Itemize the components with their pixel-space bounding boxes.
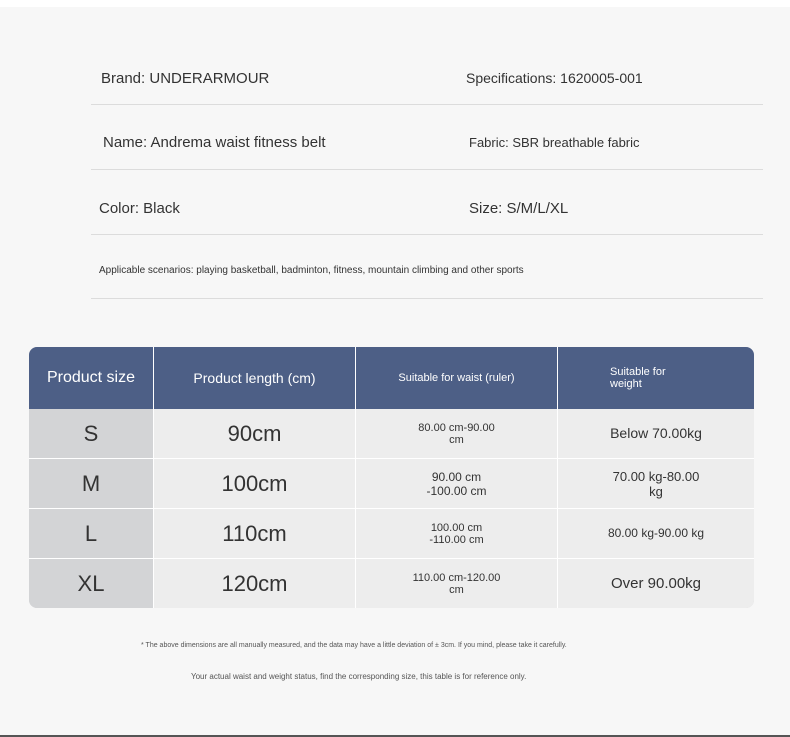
brand-text: Brand: UNDERARMOUR: [101, 70, 270, 87]
spec-row-color: [91, 169, 763, 235]
column-divider: [557, 347, 558, 608]
waist-cell: 100.00 cm -110.00 cm: [356, 509, 557, 558]
table-row: [29, 459, 754, 508]
header-suitable-waist: Suitable for waist (ruler): [398, 372, 515, 384]
length-cell: 120cm: [154, 559, 355, 608]
weight-cell: Over 90.00kg: [558, 559, 754, 608]
specifications-text: Specifications: 1620005-001: [466, 70, 643, 86]
scenarios-text: Applicable scenarios: playing basketball, badminton, fitness, mountain climbing and other sports: [99, 265, 524, 276]
color-text: Color: Black: [99, 200, 180, 217]
header-suitable-weight: Suitable for weight: [610, 366, 666, 390]
weight-cell: 80.00 kg-90.00 kg: [558, 509, 754, 558]
waist-cell: 110.00 cm-120.00 cm: [356, 559, 557, 608]
reference-note: Your actual waist and weight status, find the corresponding size, this table is for reference only.: [191, 672, 527, 681]
size-cell: S: [29, 409, 153, 458]
table-row: [29, 559, 754, 608]
column-divider: [355, 347, 356, 608]
waist-cell: 90.00 cm -100.00 cm: [356, 459, 557, 508]
waist-cell: 80.00 cm-90.00 cm: [356, 409, 557, 458]
table-row: [29, 509, 754, 558]
length-cell: 100cm: [154, 459, 355, 508]
size-cell: L: [29, 509, 153, 558]
header-product-size: Product size: [46, 369, 136, 386]
size-text: Size: S/M/L/XL: [469, 200, 569, 217]
size-cell: XL: [29, 559, 153, 608]
measurement-disclaimer: * The above dimensions are all manually measured, and the data may have a little deviation of ± 3cm. If you mind, please take it carefully.: [141, 642, 567, 649]
length-cell: 90cm: [154, 409, 355, 458]
weight-cell: 70.00 kg-80.00 kg: [558, 459, 754, 508]
table-row: [29, 409, 754, 458]
length-cell: 110cm: [154, 509, 355, 558]
product-name-text: Name: Andrema waist fitness belt: [103, 134, 326, 151]
column-divider: [153, 347, 154, 608]
fabric-text: Fabric: SBR breathable fabric: [469, 135, 640, 150]
size-cell: M: [29, 459, 153, 508]
size-table: [29, 347, 754, 608]
weight-cell: Below 70.00kg: [558, 409, 754, 458]
header-product-length: Product length (cm): [193, 370, 316, 386]
